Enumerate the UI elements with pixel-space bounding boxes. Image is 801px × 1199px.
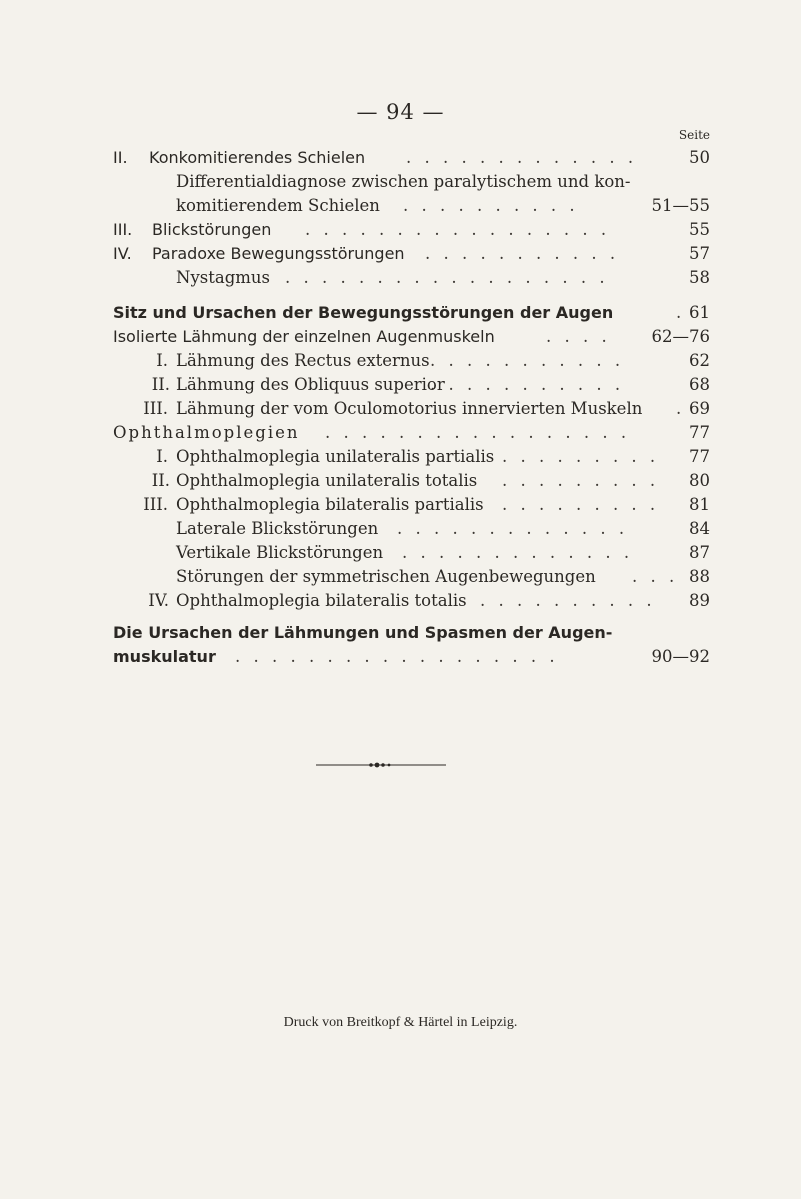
- entry-title: Differentialdiagnose zwischen paralytischem und kon-: [176, 172, 631, 191]
- entry-leader: . . . . . . . . . . . . .: [402, 543, 634, 562]
- entry-page: 81: [689, 495, 710, 514]
- entry-leader: . . . . . . . . . .: [403, 196, 579, 215]
- toc-entry: [0, 621, 801, 645]
- entry-number: I.: [156, 351, 168, 370]
- entry-number: IV.: [113, 244, 132, 263]
- entry-number: II.: [113, 148, 128, 167]
- entry-page: 87: [689, 543, 710, 562]
- entry-page: 55: [689, 220, 710, 239]
- toc-entry: [0, 589, 801, 613]
- page-number: — 94 —: [356, 100, 445, 124]
- entry-page: 62—76: [651, 327, 710, 346]
- entry-page: 61: [689, 303, 710, 322]
- entry-leader: . . . . . . . . . . .: [425, 244, 620, 263]
- entry-leader: . . . . . . . . . . . . . . . . .: [325, 423, 631, 442]
- entry-leader: . . . . . . . . .: [502, 471, 660, 490]
- entry-page: 80: [689, 471, 710, 490]
- entry-leader: . . . . . . . . . . . . .: [406, 148, 638, 167]
- entry-number: III.: [143, 495, 168, 514]
- entry-page: 62: [689, 351, 710, 370]
- toc-entry: [0, 541, 801, 565]
- entry-leader: . . . . . . . . . . .: [430, 375, 625, 394]
- entry-page: 84: [689, 519, 710, 538]
- entry-title: Ophthalmoplegien: [113, 423, 300, 442]
- entry-page: 89: [689, 591, 710, 610]
- toc-entry: [0, 170, 801, 194]
- entry-title: Konkomitierendes Schielen: [149, 148, 366, 167]
- entry-leader: .: [676, 303, 686, 322]
- entry-title: Ophthalmoplegia bilateralis totalis: [176, 591, 467, 610]
- toc-entry: [0, 266, 801, 290]
- entry-page: 77: [689, 447, 710, 466]
- entry-leader: . . . . . . . . .: [502, 447, 660, 466]
- entry-title: Isolierte Lähmung der einzelnen Augenmuskeln: [113, 327, 495, 346]
- entry-title: Laterale Blickstörungen: [176, 519, 379, 538]
- toc-entry: [0, 194, 801, 218]
- entry-title: Vertikale Blickstörungen: [176, 543, 384, 562]
- ornament-divider: [316, 762, 446, 768]
- entry-title: Lähmung des Rectus externus: [176, 351, 430, 370]
- toc-entry: [0, 146, 801, 170]
- entry-title: Ophthalmoplegia bilateralis partialis: [176, 495, 484, 514]
- toc-entry: [0, 445, 801, 469]
- entry-page: 90—92: [651, 647, 710, 666]
- toc-entry: [0, 397, 801, 421]
- entry-title: Ophthalmoplegia unilateralis partialis: [176, 447, 495, 466]
- entry-title: Lähmung des Obliquus superior: [176, 375, 445, 394]
- entry-leader: . . . . . . . . .: [502, 495, 660, 514]
- entry-title: komitierendem Schielen: [176, 196, 380, 215]
- entry-number: III.: [113, 220, 133, 239]
- entry-leader: .: [676, 399, 686, 418]
- entry-leader: . . . . . . . . . . . . .: [397, 519, 629, 538]
- entry-number: II.: [151, 375, 170, 394]
- toc-entry: [0, 565, 801, 589]
- seite-label: Seite: [678, 128, 710, 142]
- entry-number: IV.: [148, 591, 169, 610]
- toc-entry: [0, 421, 801, 445]
- entry-page: 51—55: [651, 196, 710, 215]
- entry-title: Sitz und Ursachen der Bewegungsstörungen der Augen: [113, 303, 614, 322]
- entry-title: Lähmung der vom Oculomotorius innervierten Muskeln: [176, 399, 643, 418]
- toc-entry: [0, 517, 801, 541]
- entry-page: 69: [689, 399, 710, 418]
- entry-title: Die Ursachen der Lähmungen und Spasmen der Augen-: [113, 623, 613, 642]
- toc-entry: [0, 218, 801, 242]
- entry-title: Paradoxe Bewegungsstörungen: [152, 244, 405, 263]
- entry-title: Blickstörungen: [152, 220, 272, 239]
- toc-entry: [0, 645, 801, 669]
- entry-leader: . . . . . . . . . . . . . . . . . .: [285, 268, 609, 287]
- toc-entry: [0, 301, 801, 325]
- entry-leader: . . . . . . . . . . . . . . . . .: [305, 220, 611, 239]
- entry-number: III.: [143, 399, 168, 418]
- entry-page: 77: [689, 423, 710, 442]
- entry-page: 58: [689, 268, 710, 287]
- toc-entry: [0, 469, 801, 493]
- entry-leader: . . . . . . . . . .: [480, 591, 656, 610]
- entry-leader: . . . . . . . . . . .: [430, 351, 625, 370]
- entry-title: Ophthalmoplegia unilateralis totalis: [176, 471, 478, 490]
- toc-entry: [0, 373, 801, 397]
- entry-title: Störungen der symmetrischen Augenbewegungen: [176, 567, 596, 586]
- entry-number: II.: [151, 471, 170, 490]
- entry-title: muskulatur: [113, 647, 216, 666]
- printer-imprint: Druck von Breitkopf & Härtel in Leipzig.: [283, 1015, 518, 1030]
- entry-page: 88: [689, 567, 710, 586]
- entry-page: 50: [689, 148, 710, 167]
- entry-number: I.: [156, 447, 168, 466]
- entry-title: Nystagmus: [176, 268, 270, 287]
- entry-page: 57: [689, 244, 710, 263]
- entry-page: 68: [689, 375, 710, 394]
- toc-entry: [0, 349, 801, 373]
- entry-leader: . . . . . . . . . . . . . . . . . .: [235, 647, 559, 666]
- toc-entry: [0, 493, 801, 517]
- entry-leader: . . . .: [546, 327, 611, 346]
- toc-entry: [0, 242, 801, 266]
- toc-entry: [0, 325, 801, 349]
- entry-leader: . . .: [632, 567, 679, 586]
